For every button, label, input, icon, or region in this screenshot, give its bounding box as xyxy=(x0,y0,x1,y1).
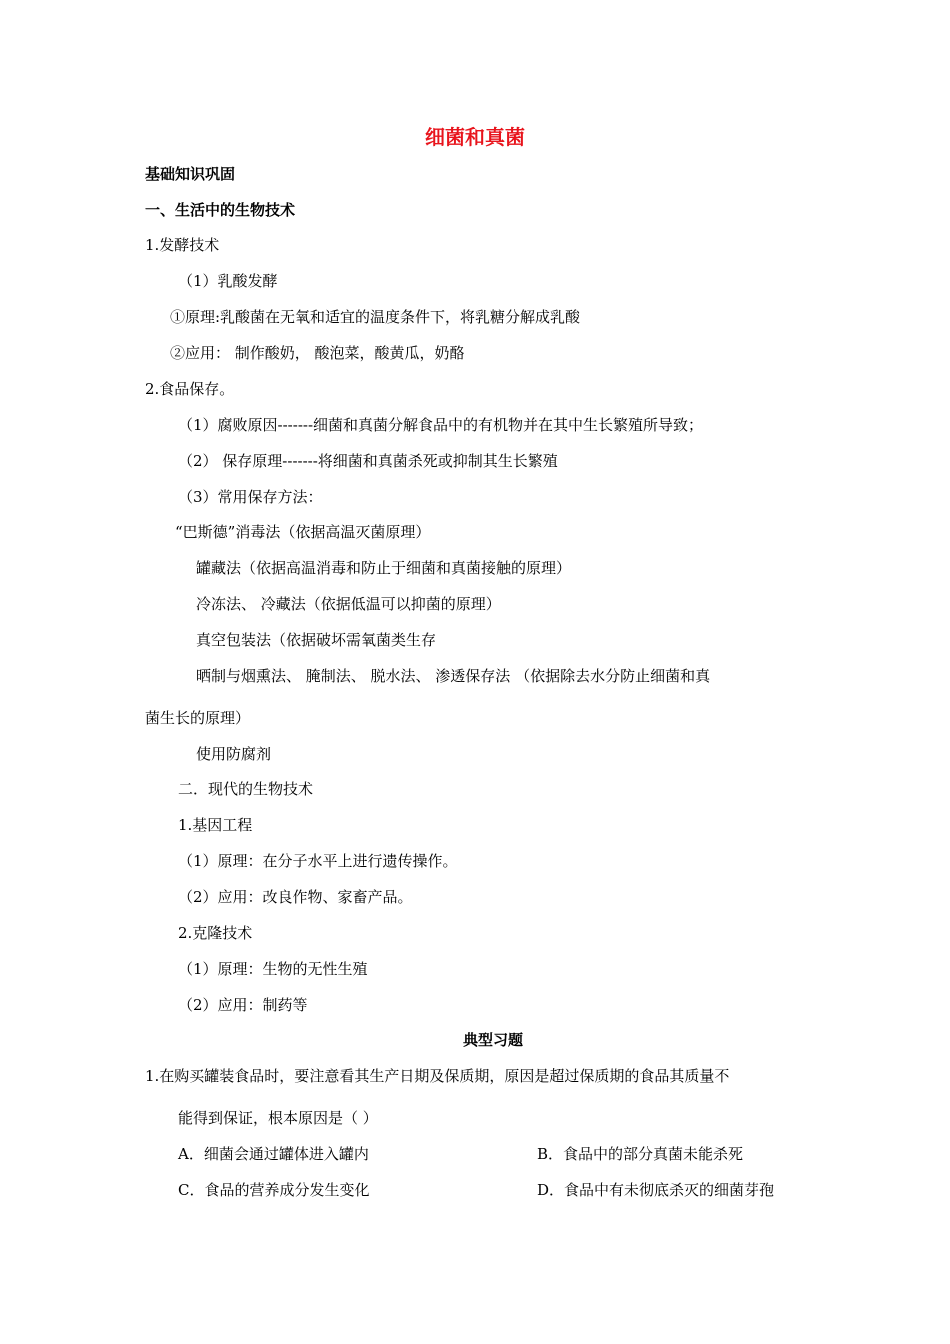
methods-heading: （3）常用保存方法： xyxy=(178,488,323,506)
lactic-application: ②应用： 制作酸奶， 酸泡菜，酸黄瓜，奶酪 xyxy=(170,344,465,362)
lactic-fermentation: （1）乳酸发酵 xyxy=(178,272,278,290)
clone-heading: 2.克隆技术 xyxy=(178,924,253,942)
question-1-stem: 1.在购买罐装食品时，要注意看其生产日期及保质期，原因是超过保质期的食品其质量不 xyxy=(145,1067,730,1085)
option-c: C．食品的营养成分发生变化 xyxy=(178,1181,370,1199)
method-item: 冷冻法、 冷藏法（依据低温可以抑菌的原理） xyxy=(196,595,501,613)
method-item: “巴斯德”消毒法（依据高温灭菌原理） xyxy=(175,523,431,541)
lactic-principle: ①原理:乳酸菌在无氧和适宜的温度条件下，将乳糖分解成乳酸 xyxy=(170,308,581,326)
part2-heading: 二．现代的生物技术 xyxy=(178,780,314,798)
preservation-principle: （2） 保存原理-------将细菌和真菌杀死或抑制其生长繁殖 xyxy=(178,452,558,470)
gene-principle: （1）原理：在分子水平上进行遗传操作。 xyxy=(178,852,458,870)
method-item: 罐藏法（依据高温消毒和防止于细菌和真菌接触的原理） xyxy=(196,559,572,577)
question-1-stem-continued: 能得到保证，根本原因是（ ） xyxy=(178,1109,378,1127)
option-a: A．细菌会通过罐体进入罐内 xyxy=(178,1145,369,1163)
gene-heading: 1.基因工程 xyxy=(178,816,253,834)
method-item: 菌生长的原理） xyxy=(145,709,251,727)
method-item: 真空包装法（依据破坏需氧菌类生存 xyxy=(196,631,437,649)
spoilage-cause: （1）腐败原因-------细菌和真菌分解食品中的有机物并在其中生长繁殖所导致； xyxy=(178,416,704,434)
clone-application: （2）应用：制药等 xyxy=(178,996,308,1014)
gene-application: （2）应用：改良作物、家畜产品。 xyxy=(178,888,413,906)
exercises-heading: 典型习题 xyxy=(462,1031,523,1049)
document-title: 细菌和真菌 xyxy=(425,125,525,149)
option-b: B．食品中的部分真菌未能杀死 xyxy=(537,1145,744,1163)
part1-heading: 一、生活中的生物技术 xyxy=(145,201,296,219)
fermentation-heading: 1.发酵技术 xyxy=(145,236,220,254)
method-item: 使用防腐剂 xyxy=(196,745,272,763)
method-item: 晒制与烟熏法、 腌制法、 脱水法、 渗透保存法 （依据除去水分防止细菌和真 xyxy=(196,667,711,685)
option-d: D．食品中有未彻底杀灭的细菌芽孢 xyxy=(537,1181,775,1199)
clone-principle: （1）原理：生物的无性生殖 xyxy=(178,960,368,978)
preservation-heading: 2.食品保存。 xyxy=(145,380,235,398)
section-basic-heading: 基础知识巩固 xyxy=(145,165,236,183)
